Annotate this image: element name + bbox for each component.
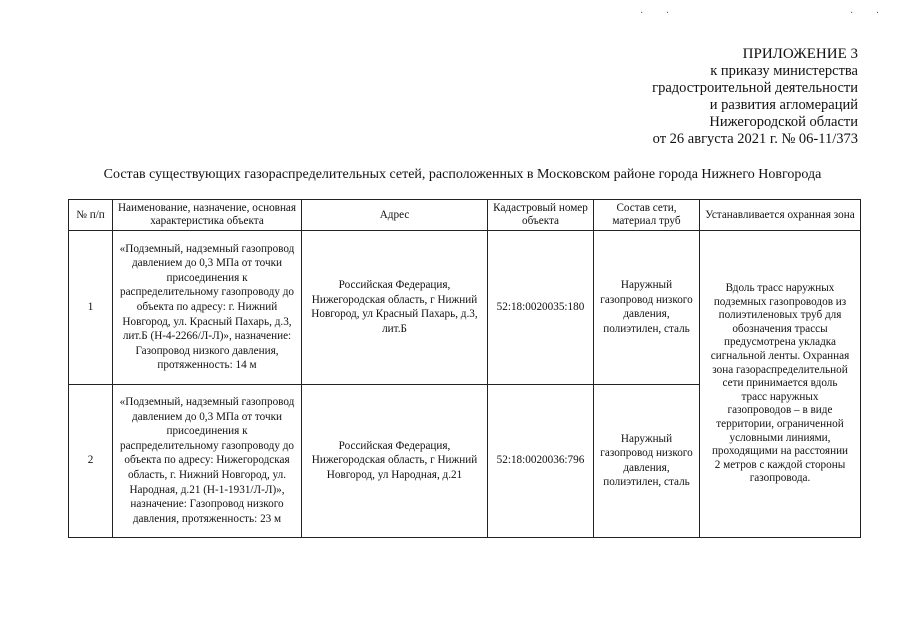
cadastral-number: 52:18:0020036:796 (488, 384, 594, 538)
document-title: Состав существующих газораспределительных сетей, расположенных в Московском районе города Нижнего Новгорода (103, 167, 822, 182)
header-cadastral: Кадастровый номер объекта (488, 200, 594, 231)
appendix-line: градостроительной деятельности (652, 80, 858, 96)
appendix-heading: ПРИЛОЖЕНИЕ 3 (742, 46, 858, 62)
appendix-line: и развития агломераций (709, 97, 858, 113)
object-description: «Подземный, надземный газопровод давлением до 0,3 МПа от точки присоединения к распределительному газопроводу до объекта по адресу: Нижегородская область, г. Нижний Новгород, ул. Народная, д.21 (Н-1-1931/Л-Л)», назначение: Газопровод низкого давления, протяженность: 23 м (113, 384, 302, 538)
header-composition: Состав сети, материал труб (594, 200, 700, 231)
gas-networks-table (68, 199, 861, 538)
header-number: № п/п (69, 200, 113, 231)
protection-zone-text: Вдоль трасс наружных подземных газопроводов из полиэтиленовых труб для обозначения трассы предусмотрена укладка сигнальной ленты. Охранная зона газораспределительной сети принимается вдоль трасс наружных газопроводов – в виде территории, ограниченной условными линиями, проходящими на расстоянии 2 метров с каждой стороны газопровода. (700, 231, 861, 538)
table-row (69, 231, 861, 385)
appendix-order-date: от 26 августа 2021 г. № 06-11/373 (652, 131, 858, 147)
network-composition: Наружный газопровод низкого давления, полиэтилен, сталь (594, 231, 700, 385)
network-composition: Наружный газопровод низкого давления, полиэтилен, сталь (594, 384, 700, 538)
object-address: Российская Федерация, Нижегородская область, г Нижний Новгород, ул Красный Пахарь, д.3, лит.Б (302, 231, 488, 385)
header-name: Наименование, назначение, основная характеристика объекта (113, 200, 302, 231)
object-description: «Подземный, надземный газопровод давлением до 0,3 МПа от точки присоединения к распределительному газопроводу до объекта по адресу: г. Нижний Новгород, ул. Красный Пахарь, д.3, лит.Б (Н-4-2266/Л-Л)», назначение: Газопровод низкого давления, протяженность: 14 м (113, 231, 302, 385)
scan-mark-right: · · (850, 8, 890, 19)
header-protection-zone: Устанавливается охранная зона (700, 200, 861, 231)
appendix-line: к приказу министерства (710, 63, 858, 79)
scan-mark-left: · · (640, 8, 680, 19)
appendix-line: Нижегородской области (709, 114, 858, 130)
cadastral-number: 52:18:0020035:180 (488, 231, 594, 385)
table-header-row (69, 200, 861, 231)
row-number: 1 (69, 231, 113, 385)
object-address: Российская Федерация, Нижегородская область, г Нижний Новгород, ул Народная, д.21 (302, 384, 488, 538)
header-address: Адрес (302, 200, 488, 231)
appendix-block (652, 46, 858, 148)
row-number: 2 (69, 384, 113, 538)
